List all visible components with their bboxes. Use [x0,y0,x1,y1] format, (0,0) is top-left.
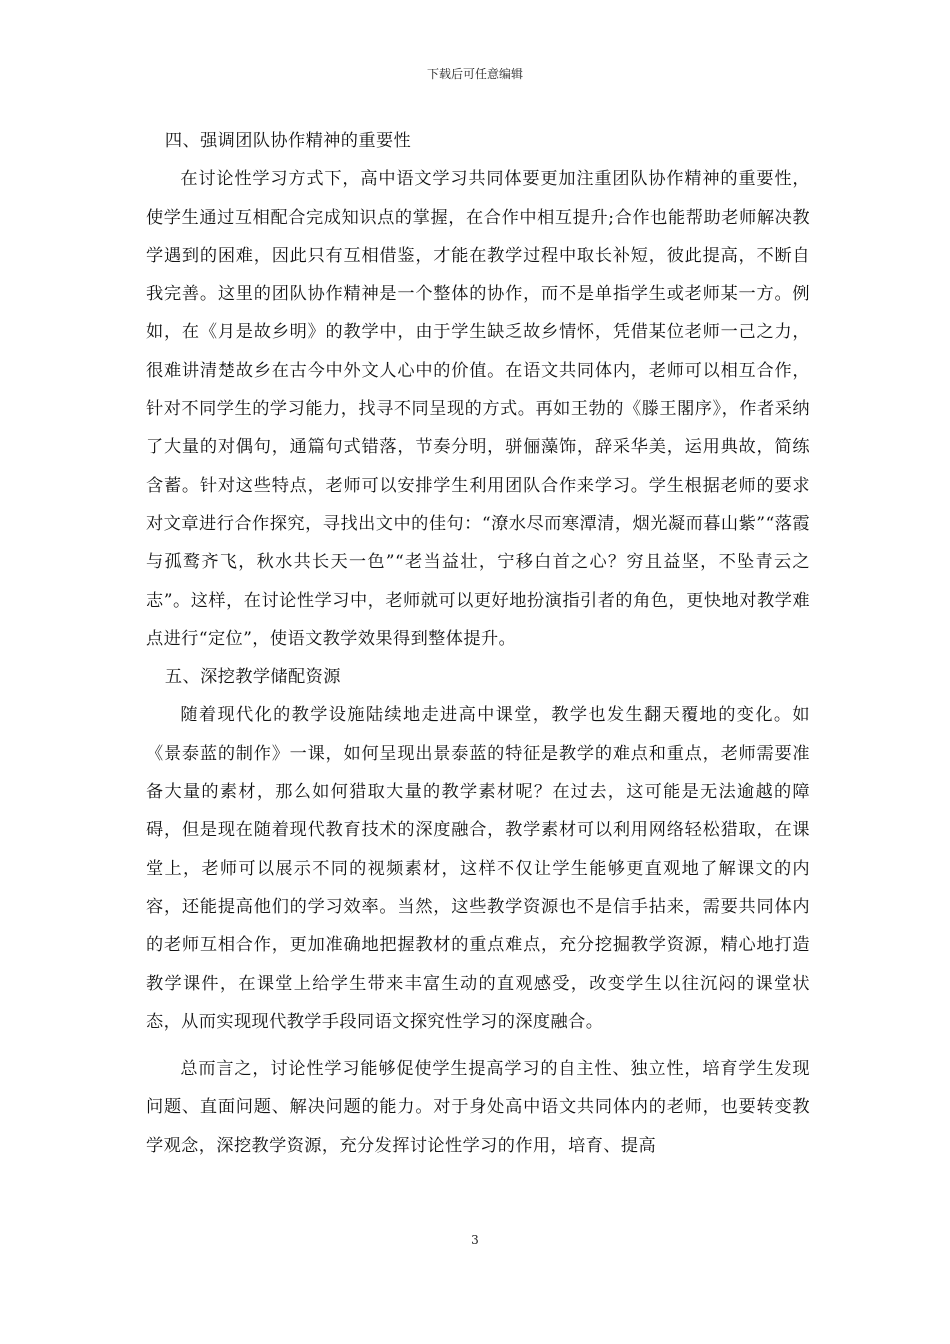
section-heading-5: 五、深挖教学储配资源 [164,667,341,688]
page-number: 3 [471,1233,479,1247]
document-body [146,122,810,1165]
section-heading-4: 四、强调团队协作精神的重要性 [164,131,412,151]
paragraph-conclusion: 总而言之，讨论性学习能够促使学生提高学习的自主性、独立性，培育学生发现问题、直面问题、解决问题的能力。对于身处高中语文共同体内的老师，也要转变教学观念，深挖教学资源，充分发挥讨论性学习的作用，培育、提高 [146,1059,810,1156]
paragraph-teamwork: 在讨论性学习方式下，高中语文学习共同体要更加注重团队协作精神的重要性，使学生通过互相配合完成知识点的掌握，在合作中相互提升;合作也能帮助老师解决教学遇到的困难，因此只有互相借鉴，才能在教学过程中取长补短，彼此提高，不断自我完善。这里的团队协作精神是一个整体的协作，而不是单指学生或老师某一方。例如，在《月是故乡明》的教学中，由于学生缺乏故乡情怀，凭借某位老师一己之力，很难讲清楚故乡在古今中外文人心中的价值。在语文共同体内，老师可以相互合作，针对不同学生的学习能力，找寻不同呈现的方式。再如王勃的《滕王閣序》，作者采纳了大量的对偶句，通篇句式错落，节奏分明，骈俪藻饰，辞采华美，运用典故，简练含蓄。针对这些特点，老师可以安排学生利用团队合作来学习。学生根据老师的要求对文章进行合作探究，寻找出文中的佳句：“潦水尽而寒潭清，烟光凝而暮山紫”“落霞与孤鹜齐飞，秋水共长天一色”“老当益壮，宁移白首之心？穷且益坚，不坠青云之志”。这样，在讨论性学习中，老师就可以更好地扮演指引者的角色，更快地对教学难点进行“定位”，使语文教学效果得到整体提升。 [146,169,810,649]
page-header-note: 下载后可任意编辑 [426,67,523,81]
paragraph-resources: 随着现代化的教学设施陆续地走进高中课堂，教学也发生翻天覆地的变化。如《景泰蓝的制作》一课，如何呈现出景泰蓝的特征是教学的难点和重点，老师需要准备大量的素材，那么如何猎取大量的教学素材呢？在过去，这可能是无法逾越的障碍，但是现在随着现代教育技术的深度融合，教学素材可以利用网络轻松猎取，在课堂上，老师可以展示不同的视频素材，这样不仅让学生能够更直观地了解课文的内容，还能提高他们的学习效率。当然，这些教学资源也不是信手拈来，需要共同体内的老师互相合作，更加准确地把握教材的重点难点，充分挖掘教学资源，精心地打造教学课件，在课堂上给学生带来丰富生动的直观感受，改变学生以往沉闷的课堂状态，从而实现现代教学手段同语文探究性学习的深度融合。 [146,705,810,1032]
